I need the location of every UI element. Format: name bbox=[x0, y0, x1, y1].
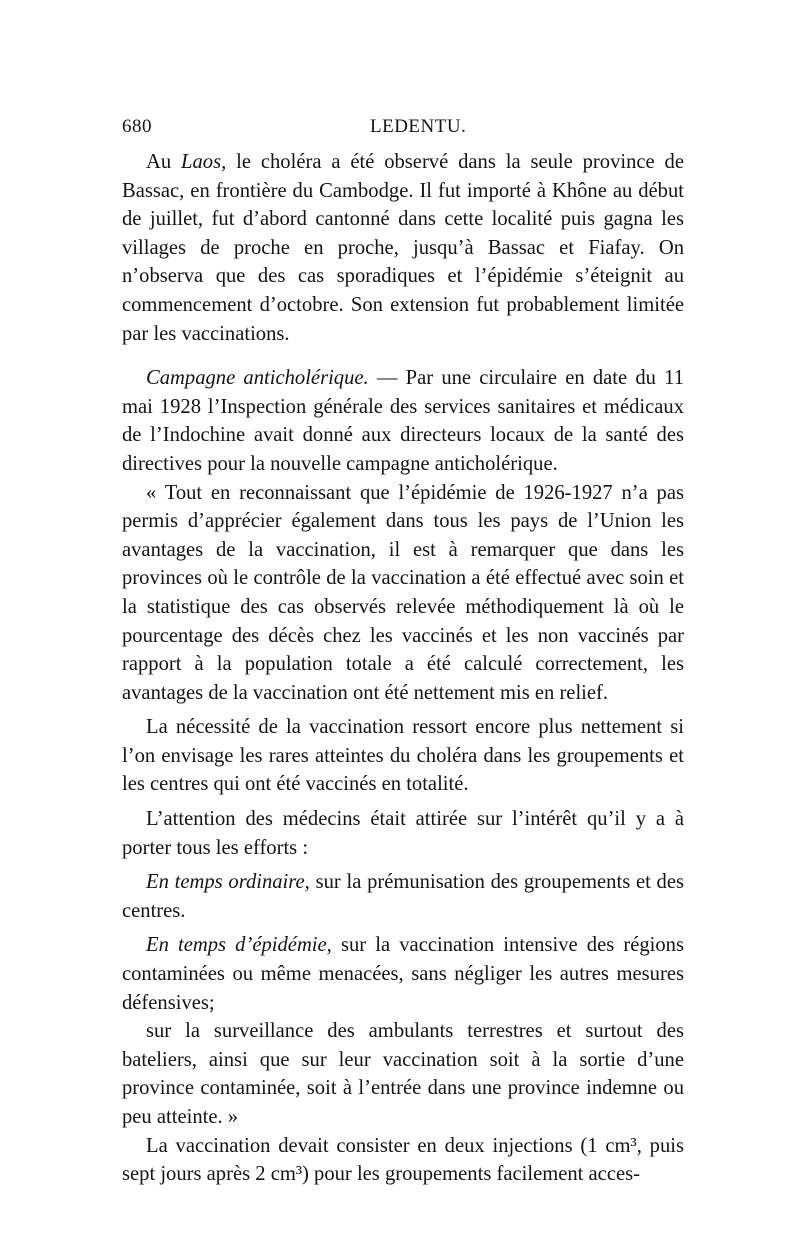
paragraph-campagne bbox=[122, 364, 684, 478]
paragraph-text: L’attention des médecins était attirée sur l’intérêt qu’il y a à porter tous les efforts : bbox=[122, 808, 684, 859]
paragraph-necessite bbox=[122, 713, 684, 799]
paragraph-italic: Laos, bbox=[181, 151, 227, 173]
page-number: 680 bbox=[122, 116, 152, 137]
paragraph-laos bbox=[122, 148, 684, 348]
paragraph-surveillance bbox=[122, 1017, 684, 1131]
paragraph-text: La nécessité de la vaccination ressort encore plus nettement si l’on envisage les rares atteintes du choléra dans les groupements et les centres qui ont été vaccinés en totalité. bbox=[122, 716, 684, 796]
running-head: LEDENTU. bbox=[370, 116, 467, 137]
page-header bbox=[122, 116, 684, 144]
paragraph-text: sur la vaccination intensive des régions contaminées ou même menacées, sans négliger les autres mesures défensives; bbox=[122, 934, 684, 1014]
paragraph-text: — Par une circulaire en date du 11 mai 1928 l’Inspection générale des services sanitaires et médicaux de l’Indochine avait donné aux directeurs locaux de la santé des directives pour la nouvelle campagne anticholérique. bbox=[122, 367, 684, 475]
paragraph-text: sur la prémunisation des groupements et des centres. bbox=[122, 871, 684, 922]
paragraph-italic: En temps d’épidémie, bbox=[146, 934, 332, 957]
body-text bbox=[122, 148, 684, 1189]
paragraph-vaccination bbox=[122, 1132, 684, 1189]
paragraph-text: le choléra a été observé dans la seule province de Bassac, en frontière du Cambodge. Il fut importé à Khône au début de juillet, fut d’abord cantonné dans cette localité puis gagna les villages de proche en proche, jusqu’à Bassac et Fiafay. On n’observa que des cas sporadiques et l’épidémie s’éteignit au commencement d’octobre. Son extension fut probablement limitée par les vaccinations. bbox=[122, 151, 684, 345]
paragraph-text: « Tout en reconnaissant que l’épidémie de 1926-1927 n’a pas permis d’apprécier également dans tous les pays de l’Union les avantages de la vaccination, il est à remarquer que dans les provinces où le contrôle de la vaccination a été effectué avec soin et la statistique des cas observés relevée méthodiquement là où le pourcentage des décès chez les vaccinés et les non vaccinés par rapport à la population totale a été calculé correctement, les avantages de la vaccination ont été nettement mis en relief. bbox=[122, 481, 684, 704]
paragraph-text: La vaccination devait consister en deux injections (1 cm³, puis sept jours après 2 cm³) pour les groupements facilement acces- bbox=[122, 1134, 684, 1186]
paragraph-attention bbox=[122, 805, 684, 862]
section-heading: Campagne anticholérique. bbox=[146, 367, 369, 390]
paragraph-temps-ordinaire bbox=[122, 868, 684, 925]
paragraph-text: sur la surveillance des ambulants terrestres et surtout des bateliers, ainsi que sur leur vaccination soit à la sortie d’une province contaminée, soit à l’entrée dans une province indemne ou peu atteinte. » bbox=[122, 1020, 684, 1128]
paragraph-italic: En temps ordinaire, bbox=[146, 871, 310, 894]
paragraph-quote-start bbox=[122, 479, 684, 708]
paragraph-temps-epidemie bbox=[122, 931, 684, 1017]
paragraph-lead: Au bbox=[146, 151, 182, 173]
